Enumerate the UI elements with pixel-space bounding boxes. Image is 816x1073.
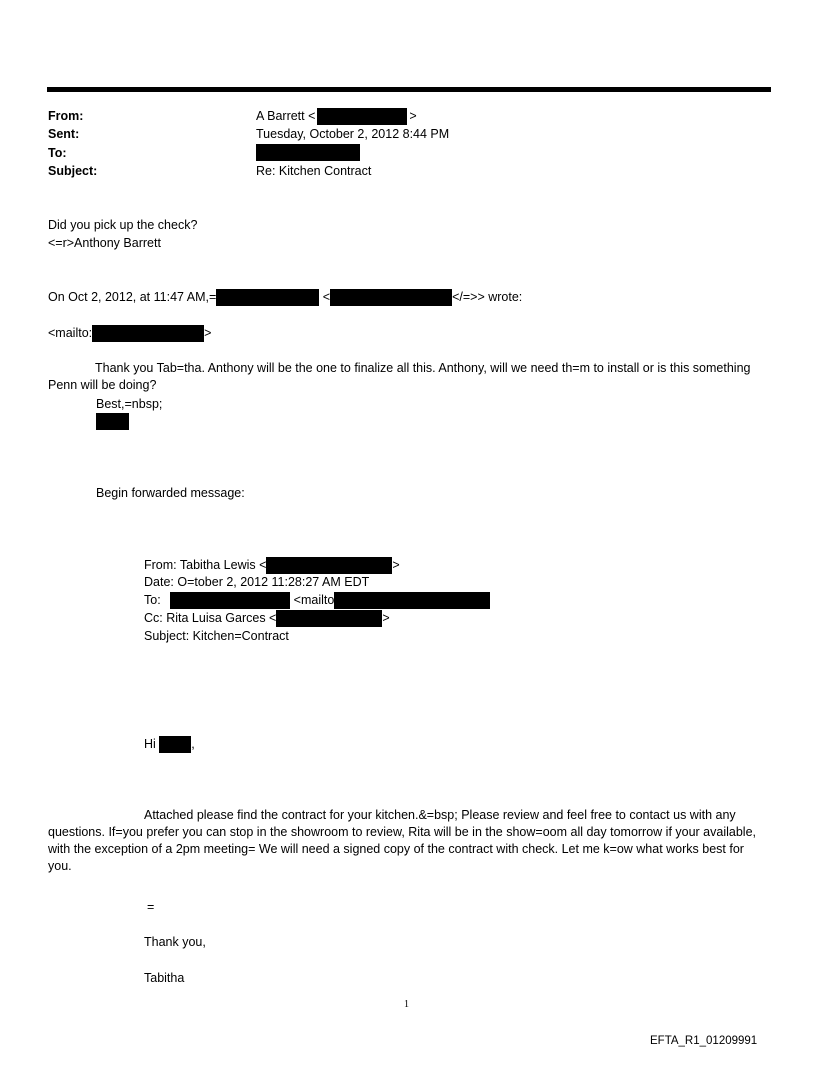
- redaction-block: [317, 108, 407, 125]
- from-value: [256, 108, 417, 125]
- forward-from: [144, 557, 400, 574]
- forwarded-heading: Begin forwarded message:: [96, 486, 245, 500]
- mailto-a: <mailto:: [48, 326, 93, 340]
- forward-cc: [144, 610, 390, 627]
- from-label: From:: [48, 109, 84, 123]
- redaction-block: [96, 413, 129, 430]
- sent-value: Tuesday, October 2, 2012 8:44 PM: [256, 127, 450, 141]
- body-line-1: Did you pick up the check?: [48, 218, 198, 232]
- to-value: [256, 144, 360, 161]
- forward-to: [144, 592, 490, 609]
- body-line-2: <=r>Anthony Barrett: [48, 236, 161, 250]
- forward-cc-a: Cc: Rita Luisa Garces <: [144, 611, 277, 625]
- from-name: A Barrett <: [256, 109, 316, 123]
- redaction-block: [256, 144, 360, 161]
- forward-from-b: >: [392, 558, 400, 572]
- header-rule: [47, 87, 771, 92]
- forward-date: Date: O=tober 2, 2012 11:28:27 AM EDT: [144, 575, 370, 589]
- footer-id: EFTA_R1_01209991: [650, 1035, 758, 1047]
- signature-redaction: [96, 413, 129, 430]
- subject-label: Subject:: [48, 164, 98, 178]
- redaction-block: [92, 325, 204, 342]
- redaction-block: [159, 736, 191, 753]
- redaction-block: [276, 610, 382, 627]
- greeting-hi: Hi: [144, 737, 156, 751]
- forward-paragraph: Attached please find the contract for your kitchen.&=bsp; Please review and feel free to contact us with any questions. If=you prefer you can stop in the showroom to review, Rita will be in the show=oom all day tomorrow if your available, with the exception of a 2pm meeting= We will need a signed copy of the contract with check. Let me k=ow what works best for you.: [48, 808, 756, 873]
- subject-value: Re: Kitchen Contract: [256, 164, 372, 178]
- forward-from-a: From: Tabitha Lewis <: [144, 558, 267, 572]
- equals-line: =: [147, 900, 155, 914]
- quote-intro-b: <: [322, 290, 331, 304]
- redaction-block: [334, 592, 490, 609]
- quote-intro: [48, 289, 522, 306]
- thanks-line: Thank you,: [144, 935, 206, 949]
- redaction-block: [216, 289, 319, 306]
- page-number: 1: [404, 999, 409, 1010]
- forward-cc-b: >: [382, 611, 390, 625]
- sign-line: Tabitha: [144, 971, 185, 985]
- sent-label: Sent:: [48, 127, 80, 141]
- quote-intro-a: On Oct 2, 2012, at 11:47 AM,=: [48, 290, 217, 304]
- mailto-line: [48, 325, 211, 342]
- forward-subject: Subject: Kitchen=Contract: [144, 629, 289, 643]
- mailto-b: >: [204, 326, 212, 340]
- forward-to-b: <mailto: [293, 593, 335, 607]
- forward-to-a: To:: [144, 593, 161, 607]
- greeting: [144, 736, 195, 753]
- greeting-comma: ,: [191, 737, 195, 751]
- from-close: >: [409, 109, 417, 123]
- redaction-block: [330, 289, 452, 306]
- body-paragraph-1: Thank you Tab=tha. Anthony will be the one to finalize all this. Anthony, will we need th=m to install or is this something Penn will be doing?: [48, 361, 751, 392]
- best-line: Best,=nbsp;: [96, 397, 163, 411]
- quote-intro-c: </=>> wrote:: [452, 290, 523, 304]
- to-label: To:: [48, 146, 67, 160]
- redaction-block: [266, 557, 392, 574]
- redaction-block: [170, 592, 290, 609]
